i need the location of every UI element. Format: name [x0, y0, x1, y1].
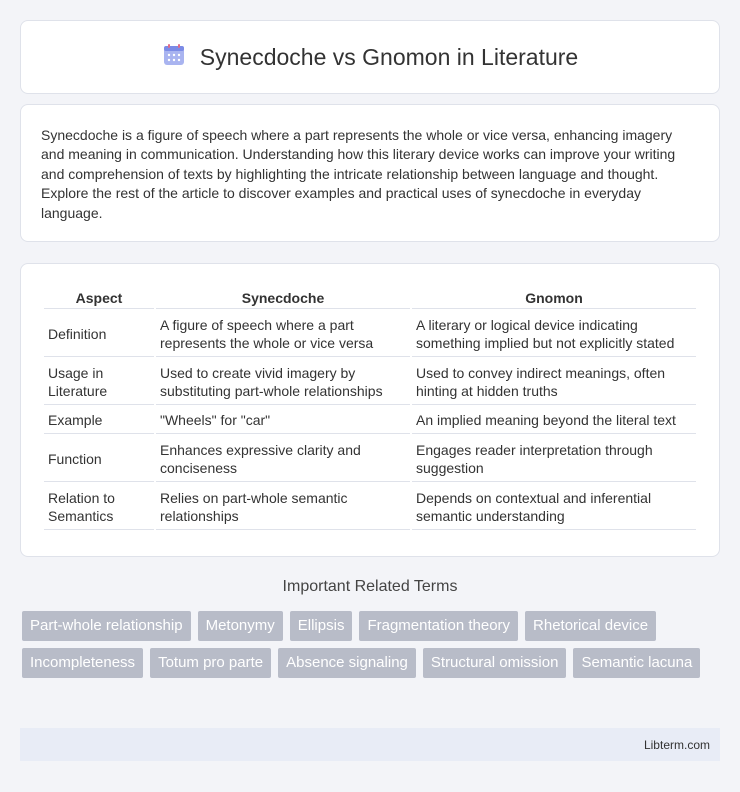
comparison-table: [42, 284, 698, 532]
title-wrap: [162, 43, 578, 72]
cell-synecdoche: A figure of speech where a part represents the whole or vice versa: [156, 311, 410, 357]
cell-gnomon: An implied meaning beyond the literal text: [412, 407, 696, 434]
cell-gnomon: A literary or logical device indicating something implied but not explicitly stated: [412, 311, 696, 357]
table-header-row: [44, 286, 696, 309]
cell-synecdoche: Enhances expressive clarity and conciseness: [156, 436, 410, 482]
calendar-grid-icon: [162, 43, 186, 72]
table-row: [44, 436, 696, 482]
table-row: [44, 311, 696, 357]
comparison-card: [20, 263, 720, 557]
related-terms-list: [22, 611, 722, 678]
cell-synecdoche: "Wheels" for "car": [156, 407, 410, 434]
cell-aspect: Relation to Semantics: [44, 484, 154, 530]
header-gnomon: Gnomon: [412, 286, 696, 309]
header-aspect: Aspect: [44, 286, 154, 309]
page-title: Synecdoche vs Gnomon in Literature: [199, 43, 579, 70]
related-term-tag[interactable]: Fragmentation theory: [359, 611, 518, 641]
footer: [20, 728, 720, 761]
cell-aspect: Example: [44, 407, 154, 434]
cell-gnomon: Depends on contextual and inferential semantic understanding: [412, 484, 696, 530]
header-card: [20, 20, 720, 94]
related-term-tag[interactable]: Part-whole relationship: [22, 611, 191, 641]
related-term-tag[interactable]: Metonymy: [198, 611, 283, 641]
header-synecdoche: Synecdoche: [156, 286, 410, 309]
cell-aspect: Function: [44, 436, 154, 482]
related-term-tag[interactable]: Structural omission: [423, 648, 567, 678]
related-term-tag[interactable]: Ellipsis: [290, 611, 353, 641]
table-row: [44, 484, 696, 530]
intro-paragraph: Synecdoche is a figure of speech where a part represents the whole or vice versa, enhancing imagery and meaning in communication. Understanding how this literary device works can improve your writing and comprehension of texts by highlighting the intricate relationship between language and thought. Explore the rest of the article to discover examples and practical uses of synecdoche in everyday language.: [41, 127, 676, 221]
related-term-tag[interactable]: Incompleteness: [22, 648, 143, 678]
cell-synecdoche: Relies on part-whole semantic relationships: [156, 484, 410, 530]
cell-aspect: Definition: [44, 311, 154, 357]
cell-aspect: Usage in Literature: [44, 359, 154, 405]
related-term-tag[interactable]: Semantic lacuna: [573, 648, 700, 678]
related-term-tag[interactable]: Totum pro parte: [150, 648, 271, 678]
cell-gnomon: Used to convey indirect meanings, often hinting at hidden truths: [412, 359, 696, 405]
footer-site-link[interactable]: Libterm.com: [643, 737, 710, 752]
cell-synecdoche: Used to create vivid imagery by substituting part-whole relationships: [156, 359, 410, 405]
table-row: [44, 359, 696, 405]
related-term-tag[interactable]: Absence signaling: [278, 648, 416, 678]
table-row: [44, 407, 696, 434]
related-terms-heading: Important Related Terms: [282, 578, 458, 595]
intro-card: [20, 104, 720, 242]
related-term-tag[interactable]: Rhetorical device: [525, 611, 656, 641]
cell-gnomon: Engages reader interpretation through suggestion: [412, 436, 696, 482]
